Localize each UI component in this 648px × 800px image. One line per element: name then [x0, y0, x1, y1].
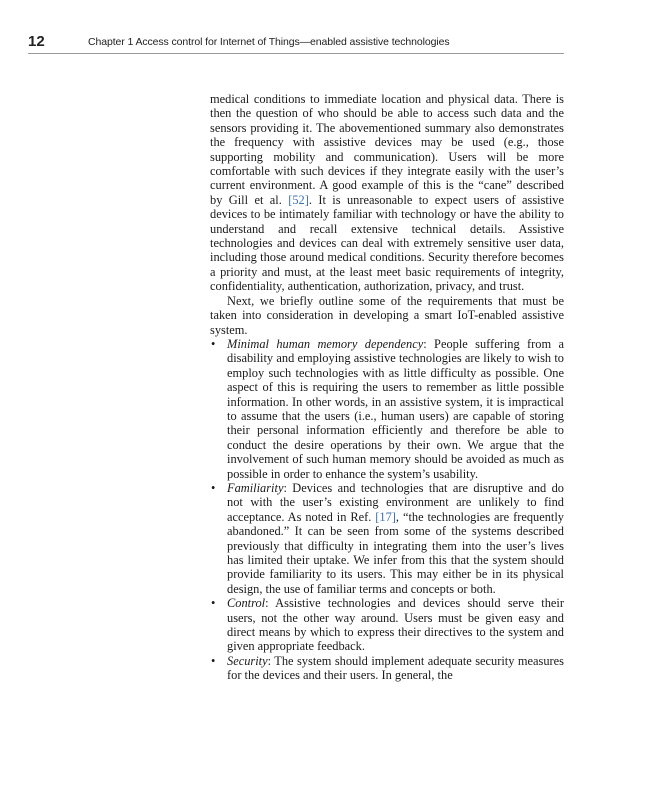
chapter-title: Chapter 1 Access control for Internet of Things—enabled assistive technologies [88, 36, 450, 48]
page-number: 12 [28, 33, 45, 50]
term-familiarity: Familiarity [227, 480, 284, 495]
bullet-marker: • [211, 596, 216, 611]
term-control: Control [227, 596, 266, 611]
list-item-control [210, 596, 564, 654]
paragraph-1 [210, 92, 564, 294]
text-familiarity-b: , “the technologies are frequently abandoned.” It can be seen from some of the systems described previously that difficulty in integrating them into the user’s lives has limited their uptake. We infer from this that the system should provide familiarity to its users. This may either be in its physical design, the use of familiar terms and concepts or both. [227, 509, 564, 596]
list-item-security [210, 654, 564, 683]
paragraph-1-text-b: . It is unreasonable to expect users of assistive devices to be intimately familiar with technology or have the ability to understand and recall extensive technical details. Assistive technologies and devices can deal with extremely sensitive user data, including those around medical conditions. Security therefore becomes a priority and must, at the least meet basic requirements of integrity, confidentiality, authentication, authorization, privacy, and trust. [210, 192, 564, 294]
bullet-marker: • [211, 653, 216, 668]
text-control: : Assistive technologies and devices should serve their users, not the other way around. Users must be given easy and direct means by which to express their directives to the system and given appropriate feedback. [227, 596, 564, 654]
running-header [28, 33, 564, 54]
text-memory: : People suffering from a disability and employing assistive technologies are likely to wish to employ such technologies with as little difficulty as possible. One aspect of this is requiring the users to remember as little possible information. In other words, in an assistive system, it is impractical to assume that the users (i.e., human users) are capable of storing their personal information efficiently and therefore be able to conduct the desire operations by their own. We argue that the involvement of such human memory should be avoided as much as possible in order to enhance the system’s usability. [227, 336, 564, 481]
paragraph-2: Next, we briefly outline some of the requirements that must be taken into consideration in developing a smart IoT-enabled assistive system. [210, 293, 564, 337]
body-text [210, 92, 564, 683]
list-item-familiarity [210, 481, 564, 596]
text-familiarity-a: : Devices and technologies that are disruptive and do not with the user’s existing environment are unlikely to find acceptance. As noted in Ref. [227, 480, 564, 524]
bullet-marker: • [211, 480, 216, 495]
term-memory: Minimal human memory dependency [227, 336, 424, 351]
requirements-list [210, 337, 564, 683]
bullet-marker: • [211, 336, 216, 351]
citation-link-17[interactable]: [17] [375, 509, 396, 524]
paragraph-1-text-a: medical conditions to immediate location and physical data. There is then the question of who should be able to access such data and the sensors providing it. The abovementioned summary also demonstrates the frequency with assistive devices may be used (e.g., those supporting mobility and communication). Users will be more comfortable with such devices if they integrate easily with the user’s current environment. A good example of this is the “cane” described by Gill et al. [210, 92, 564, 207]
list-item-memory [210, 337, 564, 481]
text-security: : The system should implement adequate security measures for the devices and their users. In general, the [227, 653, 564, 683]
citation-link-52[interactable]: [52] [288, 192, 309, 207]
term-security: Security [227, 653, 268, 668]
